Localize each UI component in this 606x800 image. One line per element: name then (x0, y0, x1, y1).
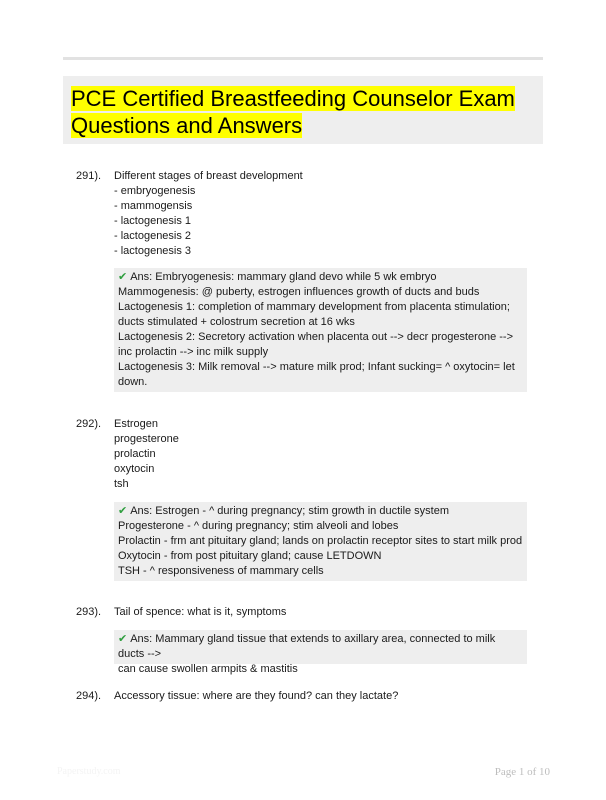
answer-box (114, 630, 527, 675)
question-number: 294). (76, 690, 102, 702)
answer-box (114, 268, 527, 392)
answer-first-line: Ans: Estrogen - ^ during pregnancy; stim growth in ductile system (130, 505, 450, 517)
question-number: 292). (76, 418, 102, 430)
check-icon: ✔ (118, 633, 128, 645)
answer-text: Progesterone - ^ during pregnancy; stim alveoli and lobes Prolactin - frm ant pituitary gland; lands on prolactin receptor sites to start milk prod Oxytocin - from post pituitary gland; cause LETDOWN TSH - ^ responsiveness of mammary cells (118, 520, 523, 577)
check-icon: ✔ (118, 271, 128, 283)
question-text: Accessory tissue: where are they found? can they lactate? (114, 690, 399, 702)
header-rule (63, 57, 543, 60)
document-title: PCE Certified Breastfeeding Counselor Exam Questions and Answers (71, 86, 515, 138)
answer-text: Mammogenesis: @ puberty, estrogen influences growth of ducts and buds Lactogenesis 1: completion of mammary development from placenta stimulation; ducts stimulated + colostrum secretion at 16 wks Lactogenesis 2: Secretory activation when placenta out --> decr progesterone --> inc prolactin --> inc milk supply Lactogenesis 3: Milk removal --> mature milk prod; Infant sucking= ^ oxytocin= let down. (118, 286, 515, 388)
footer-watermark: Paperstudy.com (57, 766, 121, 777)
page-number: Page 1 of 10 (494, 766, 550, 778)
question-text: Different stages of breast development - embryogenesis - mammogensis - lactogenesis 1 - lactogenesis 2 - lactogenesis 3 (114, 170, 303, 257)
question-text: Estrogen progesterone prolactin oxytocin tsh (114, 418, 179, 490)
answer-text: can cause swollen armpits & mastitis (118, 663, 298, 675)
answer-first-line: Ans: Embryogenesis: mammary gland devo while 5 wk embryo (130, 271, 437, 283)
answer-box (114, 502, 527, 581)
title-banner (63, 76, 543, 144)
check-icon: ✔ (118, 505, 128, 517)
answer-first-line: Ans: Mammary gland tissue that extends to axillary area, connected to milk ducts --> (118, 633, 496, 660)
question-number: 293). (76, 606, 102, 618)
question-number: 291). (76, 170, 102, 182)
question-text: Tail of spence: what is it, symptoms (114, 606, 287, 618)
